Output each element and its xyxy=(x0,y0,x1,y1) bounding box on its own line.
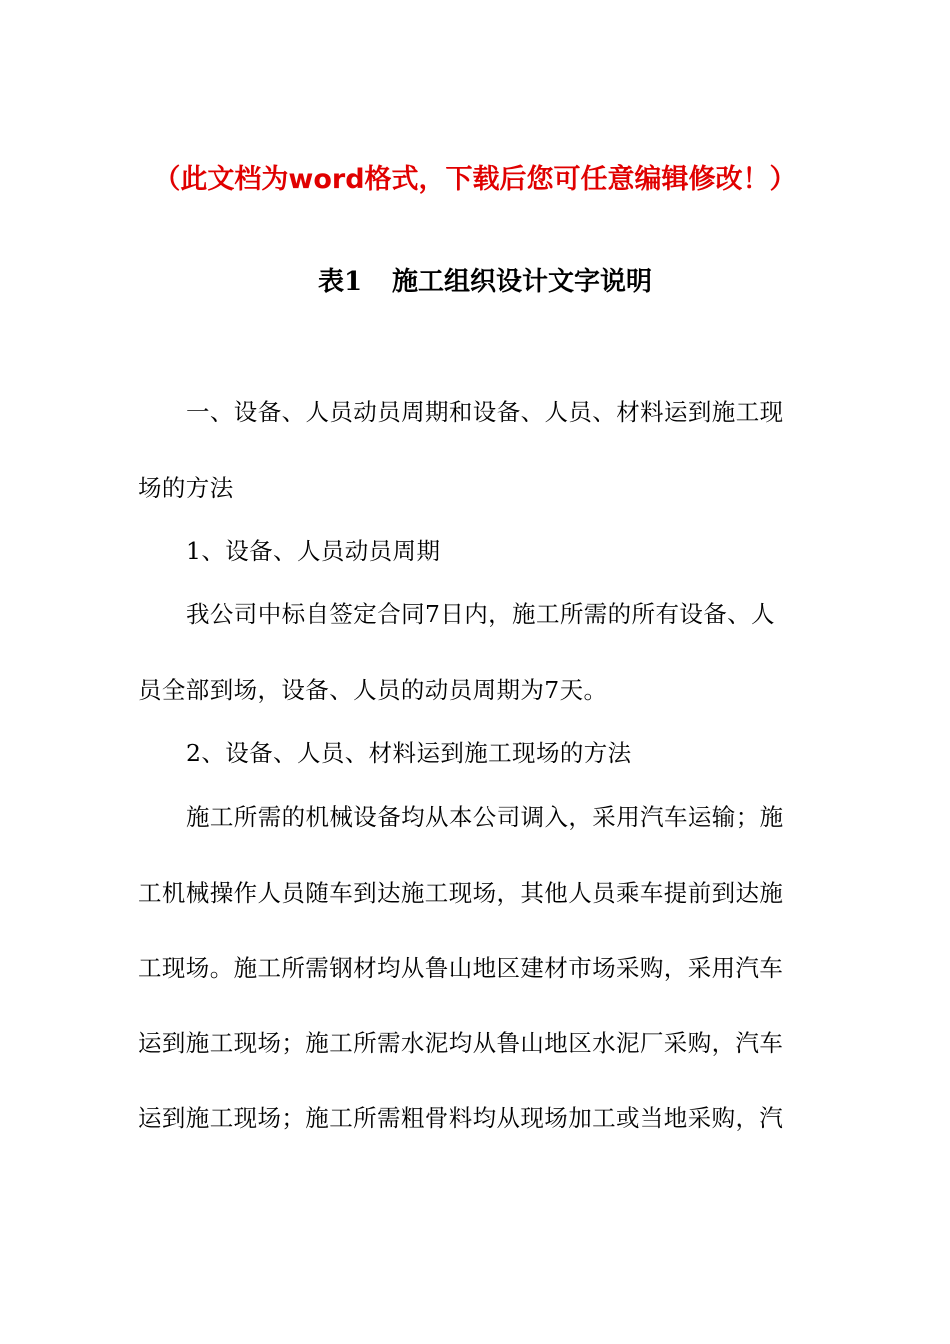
subsection-heading-1-2: 2、设备、人员、材料运到施工现场的方法 xyxy=(186,739,632,767)
format-notice: （此文档为word格式，下载后您可任意编辑修改！） xyxy=(153,164,797,195)
section-heading-1-line-1: 一、设备、人员动员周期和设备、人员、材料运到施工现 xyxy=(186,398,784,426)
document-title xyxy=(0,262,950,302)
table-label: 表1 xyxy=(317,267,363,297)
paragraph-1-line-2: 员全部到场，设备、人员的动员周期为7天。 xyxy=(138,676,608,704)
paragraph-2-line-3: 工现场。施工所需钢材均从鲁山地区建材市场采购，采用汽车 xyxy=(138,954,784,982)
paragraph-1-line-1: 我公司中标自签定合同7日内，施工所需的所有设备、人 xyxy=(186,600,775,628)
paragraph-2-line-4: 运到施工现场；施工所需水泥均从鲁山地区水泥厂采购，汽车 xyxy=(138,1029,784,1057)
paragraph-2-line-2: 工机械操作人员随车到达施工现场，其他人员乘车提前到达施 xyxy=(138,879,784,907)
section-heading-1-line-2: 场的方法 xyxy=(138,474,234,502)
paragraph-2-line-1: 施工所需的机械设备均从本公司调入，采用汽车运输；施 xyxy=(186,803,784,831)
paragraph-2-line-5: 运到施工现场；施工所需粗骨料均从现场加工或当地采购，汽 xyxy=(138,1104,784,1132)
subsection-heading-1-1: 1、设备、人员动员周期 xyxy=(186,537,441,565)
title-text: 施工组织设计文字说明 xyxy=(392,267,653,297)
